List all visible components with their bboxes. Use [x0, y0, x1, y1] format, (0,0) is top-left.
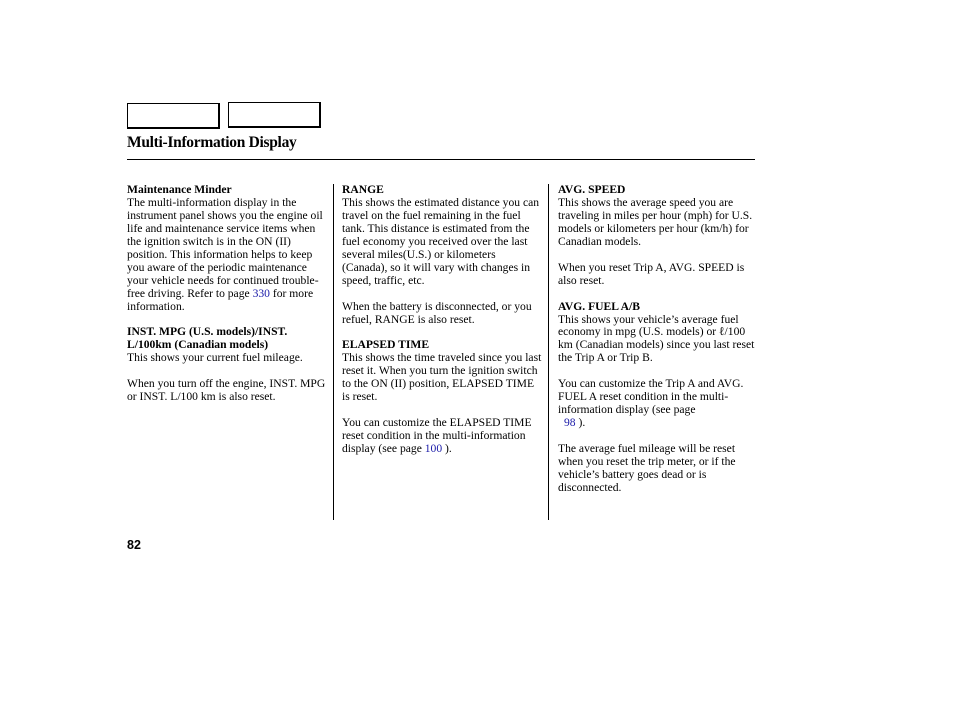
column-2	[342, 184, 542, 469]
title-rule	[127, 159, 755, 160]
avg-fuel-text: This shows your vehicle’s average fuel economy in mpg (U.S. models) or ℓ/100 km (Canadian models) since you last reset the Trip A or Trip B.	[558, 312, 755, 365]
range-reset-text: When the battery is disconnected, or you refuel, RANGE is also reset.	[342, 299, 532, 326]
column-1	[127, 184, 329, 417]
maintenance-minder-text: The multi-information display in the instrument panel shows you the engine oil life and maintenance service items when the ignition switch is in the ON (II) position. This information helps to keep you aware of the periodic maintenance your vehicle needs for continued trouble-free driving. Refer to page 330 for more information.	[127, 195, 323, 313]
avg-fuel-reset-text: The average fuel mileage will be reset when you reset the trip meter, or if the vehicle’s battery goes dead or is disconnected.	[558, 442, 736, 494]
page-title: Multi-Information Display	[127, 134, 297, 151]
inst-mpg-reset-text: When you turn off the engine, INST. MPG or INST. L/100 km is also reset.	[127, 377, 326, 404]
page-98-link[interactable]: 98	[564, 416, 576, 430]
column-divider-1	[333, 184, 334, 520]
avg-speed-heading: AVG. SPEED	[558, 183, 626, 196]
avg-fuel-heading: AVG. FUEL A/B	[558, 299, 640, 313]
maintenance-minder-heading: Maintenance Minder	[127, 183, 232, 196]
column-divider-2	[548, 184, 549, 520]
page-number: 82	[127, 538, 141, 552]
elapsed-time-text: This shows the time traveled since you last reset it. When you turn the ignition switch to the ON (II) position, ELAPSED TIME is reset.	[342, 351, 542, 404]
column-3	[558, 184, 758, 508]
inst-mpg-text: This shows your current fuel mileage.	[127, 351, 303, 365]
range-heading: RANGE	[342, 183, 384, 196]
elapsed-time-heading: ELAPSED TIME	[342, 338, 430, 352]
inst-mpg-heading: INST. MPG (U.S. models)/INST. L/100km (Canadian models)	[127, 325, 288, 352]
header-tab-box-1	[127, 103, 220, 129]
page-330-link[interactable]: 330	[252, 286, 270, 300]
elapsed-time-customize-text: You can customize the ELAPSED TIME reset condition in the multi-information display (see page 100 ).	[342, 416, 532, 456]
avg-speed-text: This shows the average speed you are traveling in miles per hour (mph) for U.S. models or kilometers per hour (km/h) for Canadian models.	[558, 195, 753, 248]
page-100-link[interactable]: 100	[424, 442, 443, 456]
avg-speed-reset-text: When you reset Trip A, AVG. SPEED is also reset.	[558, 260, 745, 287]
range-text: This shows the estimated distance you can travel on the fuel remaining in the fuel tank. This distance is estimated from the fuel economy you received over the last several miles(U.S.) or kilometers (Canada), so it will vary with changes in speed, traffic, etc.	[342, 195, 540, 287]
header-tab-box-2	[228, 102, 321, 128]
avg-fuel-customize-text: You can customize the Trip A and AVG. FUEL A reset condition in the multi-information display (see page 98 ).	[558, 377, 744, 430]
